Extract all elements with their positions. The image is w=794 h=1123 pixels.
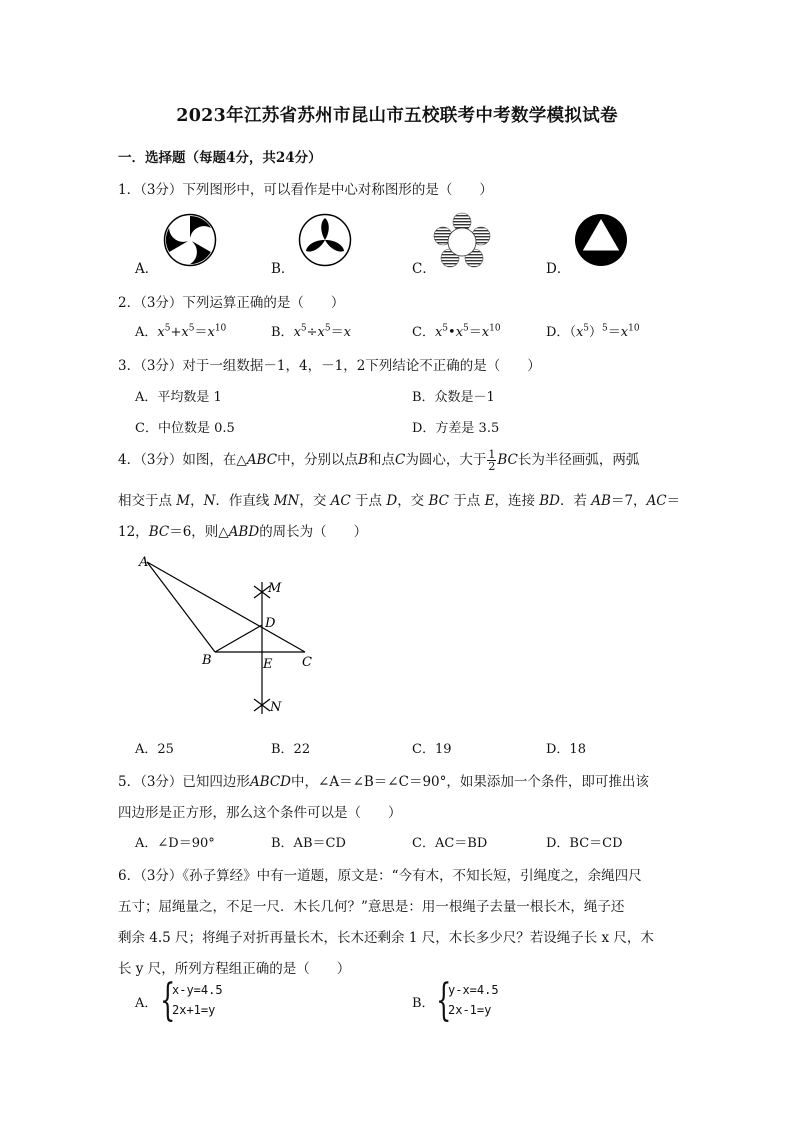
q5-stem-line1: 5．（3分）已知四边形ABCD中，∠A＝∠B＝∠C＝90°，如果添加一个条件，即可推出该 — [118, 774, 649, 790]
q4-label-b: B — [202, 653, 212, 668]
q3-option-a: A．平均数是 1 — [135, 390, 222, 405]
page-title: 2023年江苏省苏州市昆山市五校联考中考数学模拟试卷 — [176, 106, 618, 126]
q6-option-a-system — [172, 980, 223, 1020]
q6-line2: 五寸；屈绳量之，不足一尺．木长几何？”意思是：用一根绳子去量一根长木，绳子还 — [118, 899, 625, 915]
q4-label-c: C — [302, 655, 312, 670]
section-heading: 一．选择题（每题4分，共24分） — [118, 150, 322, 166]
q6-option-a-eq2: 2x+1=y — [172, 1003, 216, 1017]
q1-figure-d — [573, 212, 629, 268]
q4-label-a: A — [139, 555, 149, 570]
q5-stem-line2: 四边形是正方形，那么这个条件可以是（ ） — [118, 805, 402, 821]
q4-label-n: N — [270, 700, 282, 715]
q5-option-c: C．AC＝BD — [412, 836, 488, 851]
fraction-half: $\frac{1}{2}$ — [488, 448, 496, 473]
q1-option-a: A． — [135, 261, 159, 277]
q4-stem-line3: 12，BC＝6，则△ABD的周长为（ ） — [118, 524, 368, 540]
q6-option-b-eq1: y-x=4.5 — [448, 983, 499, 997]
q1-figure-c — [432, 212, 492, 268]
q6-option-b-system — [448, 980, 499, 1020]
q1-figure-a — [162, 212, 218, 268]
q2-option-c: C．$x^5•x^5=x^{10}$ — [412, 323, 501, 340]
q1-option-b: B． — [271, 261, 295, 277]
q1-figure-b — [297, 212, 353, 268]
q4-option-a: A．25 — [135, 742, 174, 757]
q6-option-b-label: B． — [412, 996, 435, 1011]
q4-stem-line1: 4．（3分）如图，在△ABC中，分别以点B和点C为圆心，大于 $\frac{1}{2}$ BC长为半径画弧，两弧 — [118, 448, 640, 473]
q4-label-m: M — [268, 581, 282, 596]
q1-stem: 1．（3分）下列图形中，可以看作是中心对称图形的是（ ） — [118, 182, 493, 198]
q3-option-c: C．中位数是 0.5 — [135, 421, 235, 436]
q1-option-c: C． — [412, 261, 436, 277]
q5-option-d: D．BC＝CD — [546, 836, 623, 851]
q3-option-d: D．方差是 3.5 — [412, 421, 500, 436]
q2-stem: 2．（3分）下列运算正确的是（ ） — [118, 295, 345, 311]
q1-option-d: D． — [546, 261, 571, 277]
q6-line4: 长 y 尺，所列方程组正确的是（ ） — [118, 961, 351, 977]
q6-option-a-brace: { — [160, 975, 176, 1026]
q2-option-a: A．$x^5+x^5=x^{10}$ — [135, 323, 227, 340]
q3-stem: 3．（3分）对于一组数据－1，4，－1，2下列结论不正确的是（ ） — [118, 358, 541, 374]
q4-option-b: B．22 — [271, 742, 311, 757]
q6-line3: 剩余 4.5 尺；将绳子对折再量长木，长木还剩余 1 尺，木长多少尺？若设绳子长 x 尺，木 — [118, 930, 654, 946]
q6-option-b-eq2: 2x-1=y — [448, 1003, 492, 1017]
q4-option-c: C．19 — [412, 742, 452, 757]
q3-option-b: B．众数是－1 — [412, 390, 495, 405]
q2-option-d: D．$(x^5)^5=x^{10}$ — [546, 323, 640, 340]
q5-option-a: A．∠D＝90° — [135, 836, 215, 851]
q5-option-b: B．AB＝CD — [271, 836, 346, 851]
q4-label-d: D — [265, 616, 276, 631]
q2-option-b: B．$x^5\div x^5=x$ — [271, 323, 351, 340]
q6-option-a-eq1: x-y=4.5 — [172, 983, 223, 997]
q4-geometry-figure — [130, 552, 330, 724]
q6-line1: 6．（3分）《孙子算经》中有一道题，原文是：“今有木，不知长短，引绳度之，余绳四尺 — [118, 868, 642, 884]
q6-option-b-brace: { — [436, 975, 452, 1026]
q4-label-e: E — [263, 657, 273, 672]
q4-option-d: D．18 — [546, 742, 586, 757]
q6-option-a-label: A． — [135, 996, 158, 1011]
q4-stem-line2: 相交于点 M，N．作直线 MN，交 AC 于点 D，交 BC 于点 E，连接 BD．若 AB＝7，AC＝ — [118, 493, 681, 509]
